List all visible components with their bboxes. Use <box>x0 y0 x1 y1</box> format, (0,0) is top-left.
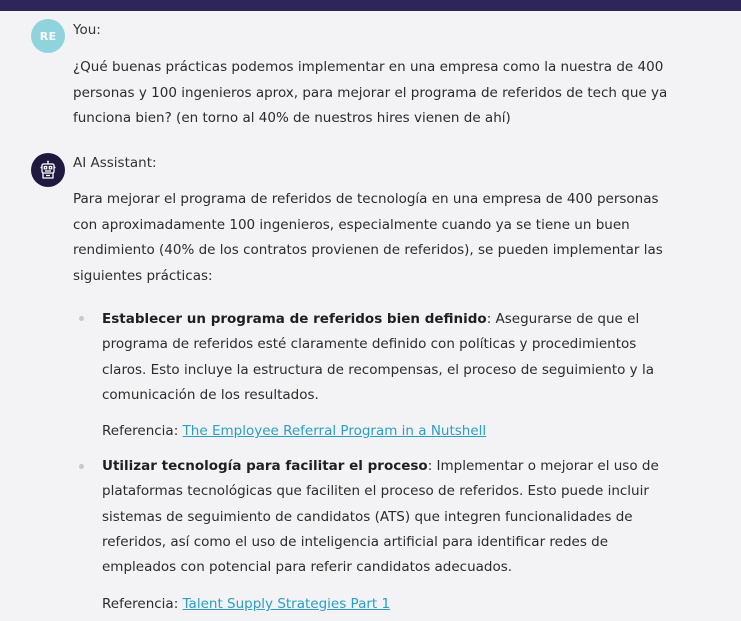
ai-intro-text: Para mejorar el programa de referidos de tecnología en una empresa de 400 personas con aproximadamente 100 ingenieros, especialmente cuando ya se tiene un buen rendimiento (40% de los contratos provienen de referidos), se pueden implementar las siguientes prácticas: <box>73 191 663 284</box>
list-item-body: : Implementar o mejorar el uso de plataformas tecnológicas que faciliten el proceso de referidos. Esto puede incluir sistemas de seguimiento de candidatos (ATS) que integren funcionalidades de referidos, así como el uso de inteligencia artificial para identificar redes de empleados con potencial para referir candidatos adecuados. <box>102 458 659 576</box>
reference-label: Referencia: <box>102 596 183 612</box>
list-item-title: Utilizar tecnología para facilitar el proceso <box>102 458 428 474</box>
bullet-dot <box>79 464 84 469</box>
reference-label: Referencia: <box>102 423 183 439</box>
top-bar <box>0 0 741 11</box>
bullet-dot <box>79 316 84 321</box>
reference-line <box>102 423 486 439</box>
ai-avatar <box>31 153 65 187</box>
reference-link[interactable]: Talent Supply Strategies Part 1 <box>182 596 391 612</box>
robot-icon <box>38 160 58 180</box>
user-avatar <box>31 19 65 53</box>
list-item-title: Establecer un programa de referidos bien definido <box>102 311 487 327</box>
user-message-text: ¿Qué buenas prácticas podemos implementar en una empresa como la nuestra de 400 personas y 100 ingenieros aprox, para mejorar el programa de referidos de tech que ya funciona bien? (en torno al 40% de nuestros hires vienen de ahí) <box>73 59 668 126</box>
list-item <box>102 307 667 408</box>
user-sender-label: You: <box>73 22 101 38</box>
reference-line <box>102 596 390 612</box>
list-item-body: : Asegurarse de que el programa de referidos esté claramente definido con políticas y procedimientos claros. Esto incluye la estructura de recompensas, el proceso de seguimiento y la comunicación de los resultados. <box>102 311 654 403</box>
ai-sender-label: AI Assistant: <box>73 155 157 171</box>
user-avatar-initials: RE <box>39 29 57 43</box>
reference-link[interactable]: The Employee Referral Program in a Nutshell <box>182 423 487 439</box>
list-item <box>102 454 667 580</box>
